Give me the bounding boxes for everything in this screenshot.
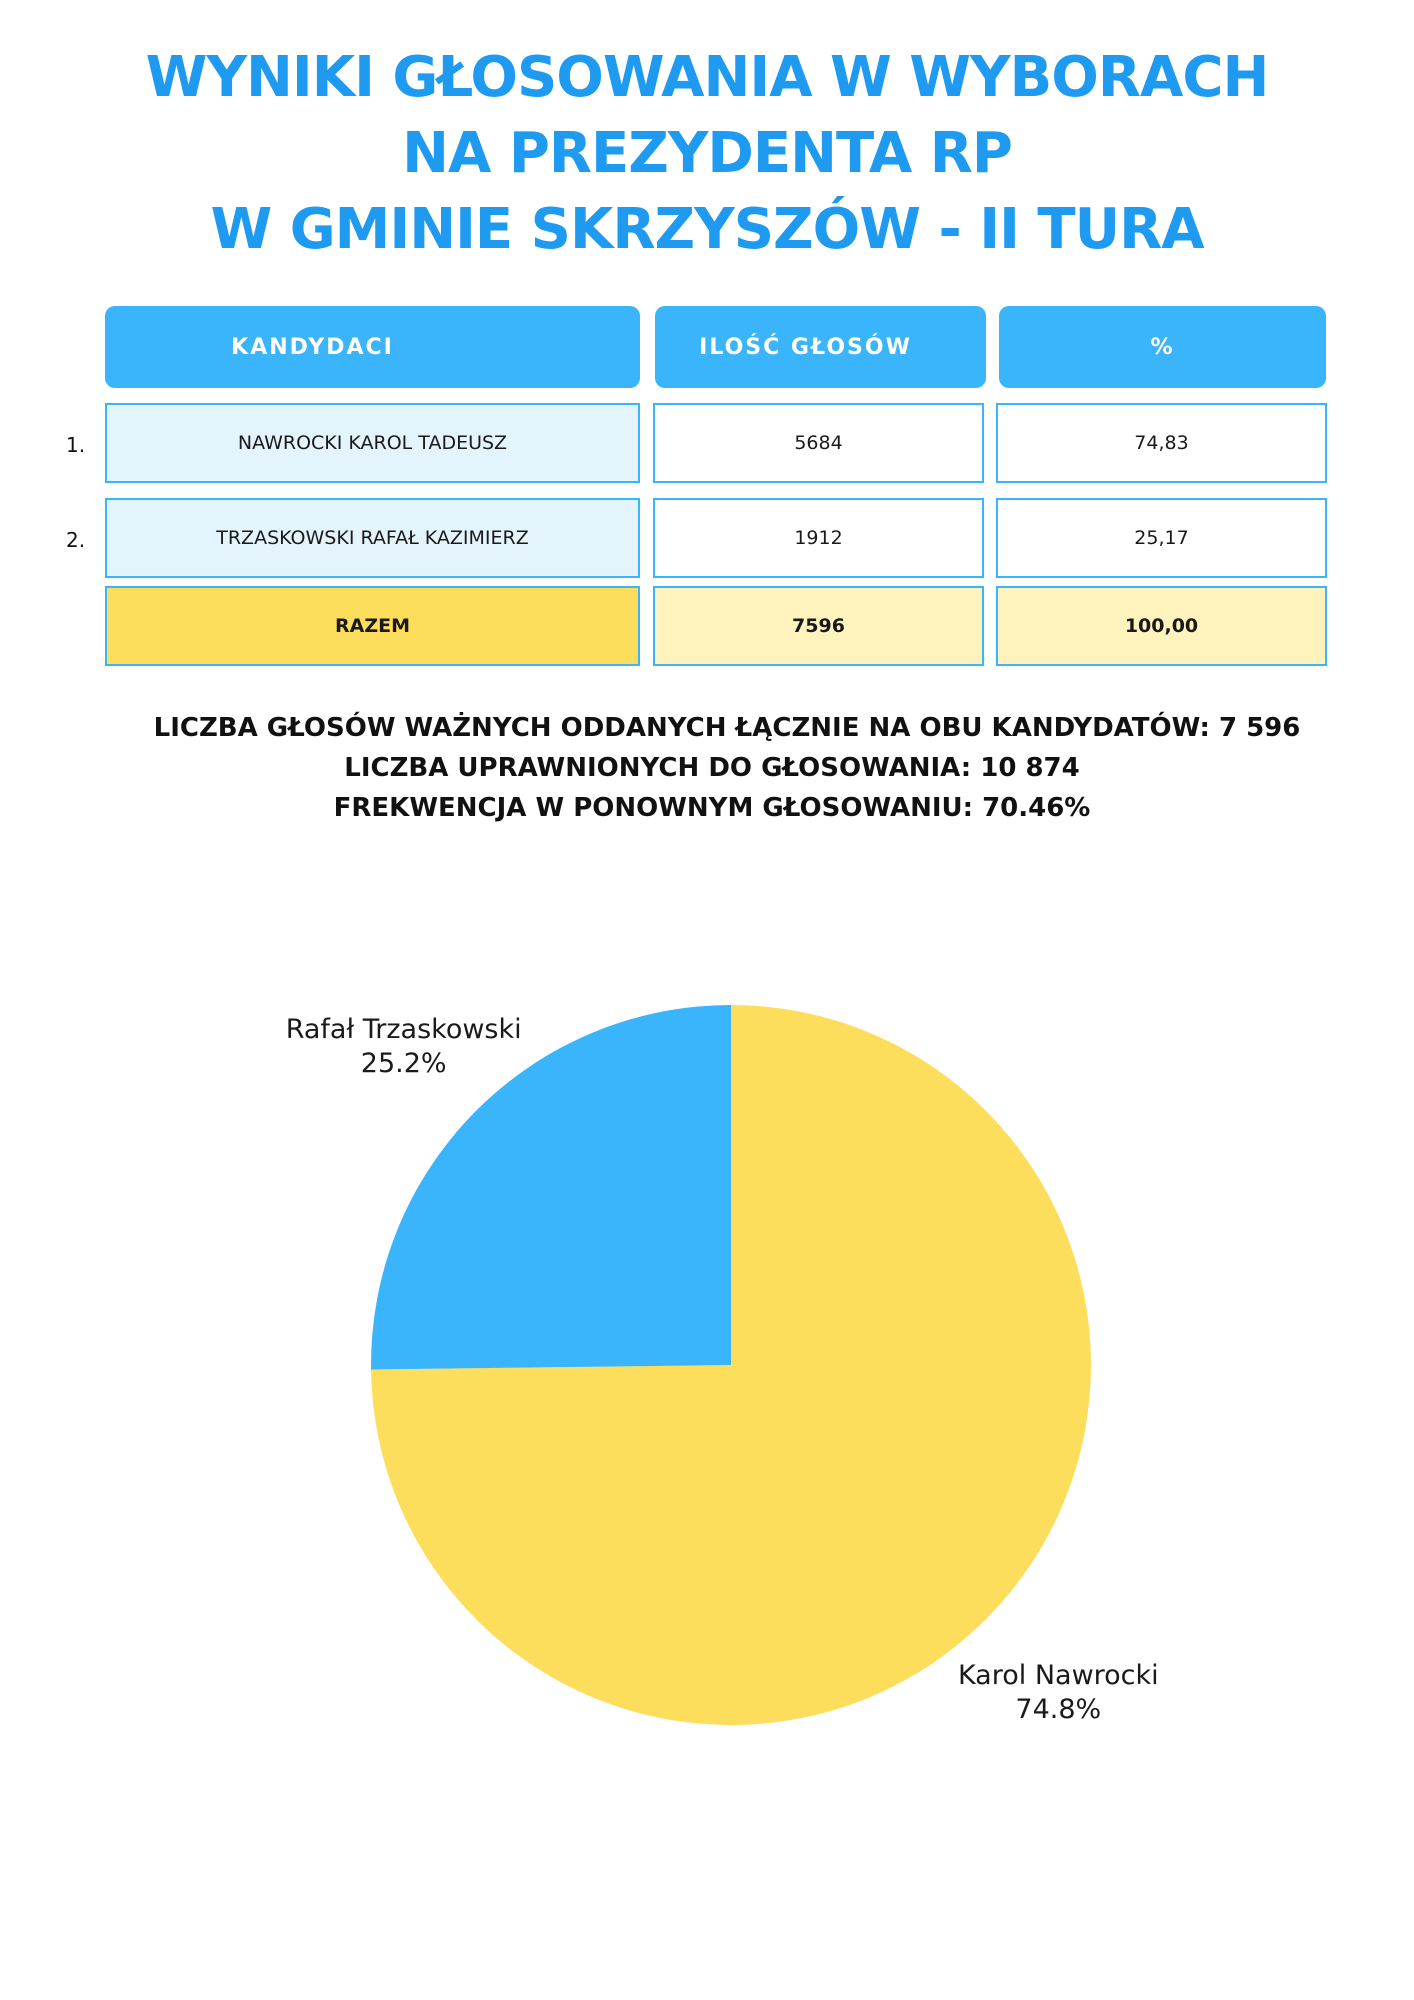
- pie-label-name: Karol Nawrocki: [957, 1660, 1159, 1692]
- candidate-votes-cell: 5684: [653, 403, 984, 483]
- candidate-percent-cell: 25,17: [996, 498, 1327, 578]
- summary-stats: [0, 708, 1414, 828]
- pie-chart: [0, 960, 1414, 1760]
- page-title: [0, 40, 1414, 268]
- header-votes-label: ILOŚĆ GŁOSÓW: [699, 334, 912, 360]
- candidate-percent-cell: 74,83: [996, 403, 1327, 483]
- total-percent-cell: 100,00: [996, 586, 1327, 666]
- header-votes: [655, 306, 986, 388]
- pie-label-value: 74.8%: [1015, 1694, 1102, 1726]
- header-percent-label: %: [1150, 334, 1175, 360]
- candidate-votes-cell: 1912: [653, 498, 984, 578]
- title-line-1: WYNIKI GŁOSOWANIA W WYBORACH: [145, 45, 1269, 110]
- candidate-name-cell: NAWROCKI KAROL TADEUSZ: [105, 403, 640, 483]
- candidate-name-cell: TRZASKOWSKI RAFAŁ KAZIMIERZ: [105, 498, 640, 578]
- total-votes-cell: 7596: [653, 586, 984, 666]
- pie-label-name: Rafał Trzaskowski: [285, 1013, 522, 1045]
- eligible-voters-text: LICZBA UPRAWNIONYCH DO GŁOSOWANIA: 10 874: [344, 753, 1080, 783]
- header-candidates-label: KANDYDACI: [231, 334, 394, 360]
- title-line-2: NA PREZYDENTA RP: [402, 121, 1012, 186]
- pie-label-value: 25.2%: [360, 1047, 447, 1079]
- total-label-cell: RAZEM: [105, 586, 640, 666]
- header-candidates: [105, 306, 640, 388]
- title-line-3: W GMINIE SKRZYSZÓW - II TURA: [210, 197, 1204, 262]
- pie-slices: [371, 1005, 1091, 1725]
- valid-votes-text: LICZBA GŁOSÓW WAŻNYCH ODDANYCH ŁĄCZNIE NA OBU KANDYDATÓW: 7 596: [153, 713, 1301, 743]
- header-percent: [999, 306, 1326, 388]
- turnout-text: FREKWENCJA W PONOWNYM GŁOSOWANIU: 70.46%: [333, 793, 1091, 823]
- row-number-2: 2.: [66, 528, 86, 552]
- row-number-1: 1.: [66, 433, 86, 457]
